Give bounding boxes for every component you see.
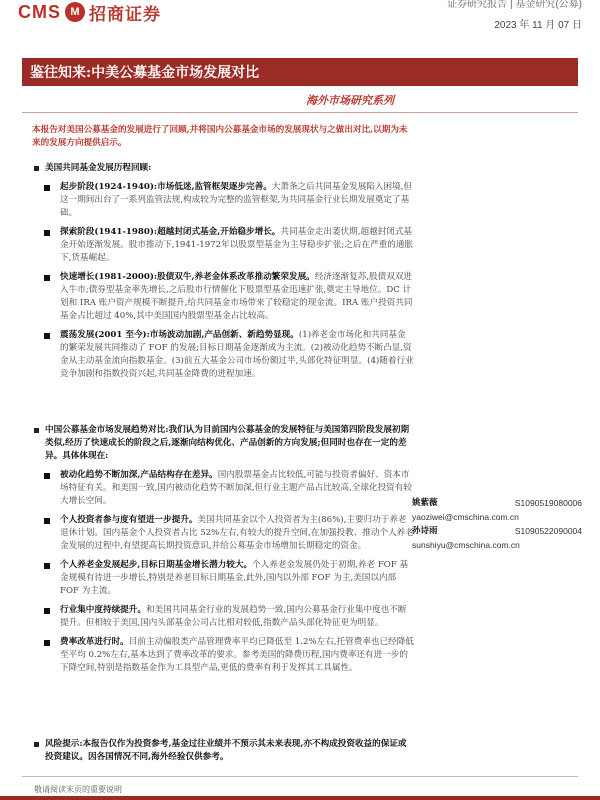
brand-logo [18,0,161,24]
bullet-icon [44,608,50,614]
section-heading: 美国共同基金发展历程回顾: [34,162,414,175]
analyst-row [412,524,582,538]
bullet-icon [44,518,50,524]
divider [22,112,578,113]
item-body: 美国共同基金以个人投资者为主(86%),主要归功于养老退休计划。国内基金个人投资者占比 52%左右,有较大的提升空间,在加强投教、推动个人养老金发展的过程中,有望提高长期投资意识,并给公募基金市场增加长期稳定的资金。 [60,515,414,551]
section-heading: 中国公募基金市场发展趋势对比:我们认为目前国内公募基金的发展特征与美国第四阶段发展初期类似,经历了快速成长的阶段之后,逐渐向结构优化、产品创新的方向发展;但同时也存在一定的差异。具体体现在: [34,424,414,463]
list-item [34,636,414,675]
logo-latin: CMS [18,1,61,22]
analyst-license: S1090519080006 [514,498,582,508]
bullet-icon [44,333,50,339]
analyst-name: 姚紫薇 [412,498,438,508]
report-header [0,0,600,44]
report-date: 2023 年 11 月 07 日 [494,20,582,31]
bullet-icon [44,473,50,479]
bullet-icon [44,563,50,569]
analyst-panel [412,496,582,552]
analyst-email[interactable]: yaoziwei@cmschina.com.cn [412,512,519,522]
title-band [22,58,578,86]
report-category: 证券研究报告 | 基金研究(公募) [447,0,582,10]
list-item [34,559,414,598]
report-title: 鉴往知来:中美公募基金市场发展对比 [30,65,260,81]
item-heading: 行业集中度持续提升。 [60,605,146,615]
item-body: 共同基金走出萎伏期,超越封闭式基金开始逐渐发展。股市推动下,1941-1972年以股票型基金为主导稳步扩张;之后在严重的通胀下,货基崛起。 [60,227,414,263]
header-meta [447,0,582,31]
list-item [34,604,414,630]
item-body: 大萧条之后共同基金发展陷入困境,但这一期间出台了一系列监管法规,构成较为完整的监管框架,为共同基金行业长期发展奠定了基础。 [60,182,413,218]
list-item [34,226,414,265]
item-heading: 起步阶段(1924-1940):市场低迷,监管框架逐步完善。 [60,182,272,192]
item-heading: 探索阶段(1941-1980):超越封闭式基金,开始稳步增长。 [60,227,281,237]
risk-warning: 风险提示:本报告仅作为投资参考,基金过往业绩并不预示其未来表现,亦不构成投资收益的保证或投资建议。因各国情况不同,海外经验仅供参考。 [34,738,414,764]
item-body: (1)养老金市场化和共同基金的繁荣发展共同推动了 FOF 的发展;目标日期基金逐渐成为主流。(2)被动化趋势不断凸显,资金从主动基金流向指数基金。(3)前五大基金公司市场份额过半,头部化特征明显。(4)随着行业竞争加剧和指数投资兴起,共同基金降费的进程加速。 [60,330,414,379]
section-us-history [34,162,414,381]
footer-bar [0,796,600,800]
logo-mark-icon: M [65,2,85,22]
item-heading: 震荡发展(2001 至今):市场波动加剧,产品创新、新趋势显现。 [60,330,299,340]
footer-divider [22,776,578,777]
item-heading: 被动化趋势不断加深,产品结构存在差异。 [60,470,218,480]
item-body: 个人养老金发展仍处于初期,养老 FOF 基金规模有待进一步增长,特别是养老目标日期基金,此外,国内以外部 FOF 为主,美国以内部 FOF 为主流。 [60,560,409,596]
list-item [34,329,414,381]
analyst-row [412,496,582,510]
analyst-license: S1090522090004 [514,526,582,536]
item-heading: 个人养老金发展起步,目标日期基金增长潜力较大。 [60,560,253,570]
list-item [34,514,414,553]
summary: 本报告对美国公募基金的发展进行了回顾,并将国内公募基金市场的发展现状与之做出对比,以期为未来的发展方向提供启示。 [32,125,408,148]
item-heading: 个人投资者参与度有望进一步提升。 [60,515,198,525]
item-body: 目前主动偏股类产品管理费率平均已降低至 1.2%左右,托管费率也已经降低至平均 0.2%左右,基本达到了费率改革的要求。参考美国的降费历程,国内费率还有进一步的下降空间,特别是指数基金作为工具型产品,更低的费率有利于发挥其工具属性。 [60,637,414,673]
bullet-icon [44,275,50,281]
logo-cn: 招商证券 [89,4,161,25]
bullet-icon [44,640,50,646]
item-body: 和美国共同基金行业的发展趋势一致,国内公募基金行业集中度也不断提升。但相较于美国,国内头部基金公司占比相对较低,指数产品头部化特征更为明显。 [60,605,407,628]
item-heading: 费率改革进行时。 [60,637,129,647]
square-bullet-icon [34,166,39,171]
item-heading: 快速增长(1981-2000):股债双牛,养老金体系改革推动繁荣发展。 [60,272,315,282]
bullet-icon [44,185,50,191]
item-body: 国内股票基金占比较低,可能与投资者偏好、资本市场特征有关。和美国一致,国内被动化趋势不断加深,但行业主题产品占比较高,全球化投资有较大增长空间。 [60,470,412,506]
list-item [34,271,414,323]
analyst-name: 孙诗雨 [412,526,438,536]
square-bullet-icon [34,428,39,433]
analyst-email[interactable]: sunshiyu@cmschina.com.cn [412,540,520,550]
list-item [34,469,414,508]
square-bullet-icon [34,742,39,747]
series-label: 海外市场研究系列 [306,94,394,107]
footer-note: 敬请阅读末页的重要说明 [34,785,122,794]
list-item [34,181,414,220]
bullet-icon [44,230,50,236]
item-body: 经济逐渐复苏,股债双双进入牛市;债券型基金率先增长,之后股市行情催化下股票型基金迅速扩张,奠定主导地位。DC 计划和 IRA 账户资产规模不断提升,给共同基金市场带来了较稳定的现金流。IRA 账户投资共同基金占比超过 40%,其中美国国内股票型基金占比较高。 [60,272,413,321]
section-cn-comparison [34,424,414,675]
